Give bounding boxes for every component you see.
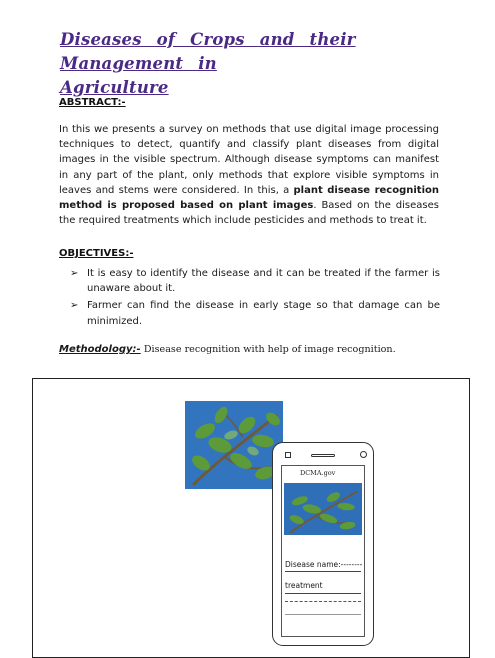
leaf-photo-thumbnail xyxy=(284,483,362,535)
methodology-label: Methodology:- xyxy=(59,344,141,355)
smartphone-illustration xyxy=(272,442,374,646)
image-caption: DCMA.gov xyxy=(300,469,336,477)
sensor-icon xyxy=(360,451,367,458)
arrow-bullet-icon: ➢ xyxy=(70,268,79,279)
document-title xyxy=(60,28,450,100)
methodology-line xyxy=(59,344,396,355)
treatment-field: treatment xyxy=(285,581,361,594)
camera-icon xyxy=(285,452,291,458)
abstract-heading: ABSTRACT:- xyxy=(59,97,126,108)
divider xyxy=(285,614,361,615)
abstract-text-bold: plant disease recognition method is proposed based on plant images xyxy=(59,184,440,212)
objective-text: Farmer can find the disease in early stage so that damage can be minimized. xyxy=(87,300,440,327)
methodology-text: Disease recognition with help of image recognition. xyxy=(143,344,396,355)
abstract-text-part1: In this we presents a survey on methods that use digital image processing techniques to detect, quantify and classify plant diseases from digital images in the visible spectrum. Although disease symptoms can manifest in any part of the plant, only methods that explore visible symptoms in leaves and stems were considered. In this, a xyxy=(59,124,439,196)
leaf-photo xyxy=(185,401,283,489)
objectives-list xyxy=(70,266,440,331)
abstract-body xyxy=(59,122,439,228)
title-line-2: Agriculture xyxy=(60,78,169,97)
arrow-bullet-icon: ➢ xyxy=(70,300,79,312)
dashed-divider xyxy=(285,601,361,602)
abstract-text-part2: . Based on the diseases the required treatments which include pesticides and methods to treat it. xyxy=(59,200,439,227)
phone-screen xyxy=(281,465,365,637)
list-item xyxy=(70,298,440,328)
objective-text: It is easy to identify the disease and it can be treated if the farmer is unaware about it. xyxy=(87,268,440,295)
list-item xyxy=(70,266,440,296)
objectives-heading: OBJECTIVES:- xyxy=(59,248,134,259)
title-line-1: Diseases of Crops and their Management in xyxy=(60,30,356,73)
speaker-icon xyxy=(311,454,335,457)
disease-name-field: Disease name:-------- xyxy=(285,560,361,572)
